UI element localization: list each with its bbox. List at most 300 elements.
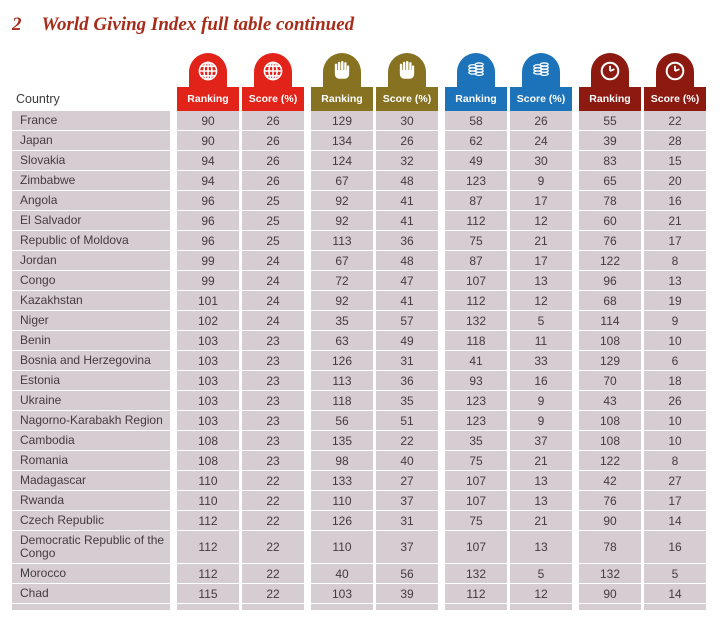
ranking-value-cell: 126 (311, 511, 373, 530)
score-value-cell: 35 (376, 391, 438, 410)
column-gap (170, 371, 177, 390)
column-gap (572, 191, 579, 210)
ranking-value-cell: 123 (445, 171, 507, 190)
column-gap (438, 331, 445, 350)
score-value-cell: 13 (510, 471, 572, 490)
ranking-value-cell: 94 (177, 171, 239, 190)
column-gap (170, 251, 177, 270)
column-gap (572, 411, 579, 430)
score-value-cell: 26 (644, 391, 706, 410)
country-cell: Japan (12, 131, 170, 150)
ranking-value-cell: 110 (311, 491, 373, 510)
score-value-cell: 8 (644, 451, 706, 470)
score-value-cell: 17 (644, 491, 706, 510)
column-gap (170, 171, 177, 190)
table-row (12, 231, 706, 250)
table-row (12, 251, 706, 270)
column-gap (572, 211, 579, 230)
table-row (12, 584, 706, 603)
column-gap (438, 271, 445, 290)
table-row (12, 131, 706, 150)
table-row (12, 151, 706, 170)
score-value-cell: 22 (242, 511, 304, 530)
score-column-header (644, 53, 706, 111)
country-cell: Kazakhstan (12, 291, 170, 310)
column-gap (572, 491, 579, 510)
ranking-value-cell: 102 (177, 311, 239, 330)
ranking-value-cell: 118 (445, 331, 507, 350)
table-header-row (12, 53, 706, 111)
column-gap (438, 291, 445, 310)
score-value-cell: 25 (242, 231, 304, 250)
score-value-cell: 25 (242, 191, 304, 210)
score-value-cell: 23 (242, 431, 304, 450)
ranking-value-cell: 103 (177, 371, 239, 390)
column-gap (304, 291, 311, 310)
score-value-cell: 28 (644, 131, 706, 150)
column-gap (438, 604, 445, 610)
ranking-value-cell: 112 (445, 291, 507, 310)
score-value-cell: 13 (510, 531, 572, 563)
country-cell: Estonia (12, 371, 170, 390)
score-value-cell: 41 (376, 191, 438, 210)
ranking-value-cell: 129 (311, 111, 373, 130)
ranking-value-cell: 75 (445, 231, 507, 250)
score-value-cell: 23 (242, 351, 304, 370)
ranking-value-cell: 112 (445, 584, 507, 603)
ranking-header-label: Ranking (311, 87, 373, 111)
ranking-value-cell: 40 (311, 564, 373, 583)
column-gap (170, 491, 177, 510)
score-value-cell: 10 (644, 331, 706, 350)
score-value-cell: 12 (510, 211, 572, 230)
score-value-cell: 40 (376, 451, 438, 470)
ranking-value-cell: 129 (579, 351, 641, 370)
ranking-value-cell: 35 (445, 431, 507, 450)
column-gap (438, 451, 445, 470)
ranking-value-cell: 70 (579, 371, 641, 390)
country-cell: El Salvador (12, 211, 170, 230)
column-gap (438, 391, 445, 410)
table-row (12, 431, 706, 450)
column-gap (438, 251, 445, 270)
column-gap (170, 564, 177, 583)
ranking-value-cell: 110 (311, 531, 373, 563)
column-gap (572, 431, 579, 450)
score-column-header (510, 53, 572, 111)
ranking-value-cell: 110 (177, 491, 239, 510)
column-gap (170, 604, 177, 610)
table-row (12, 291, 706, 310)
score-value-cell: 26 (510, 111, 572, 130)
column-gap (572, 171, 579, 190)
column-gap (304, 531, 311, 563)
score-value-cell (242, 604, 304, 610)
column-gap (304, 584, 311, 603)
score-value-cell: 13 (510, 491, 572, 510)
column-gap (170, 331, 177, 350)
ranking-value-cell: 113 (311, 371, 373, 390)
score-value-cell: 14 (644, 584, 706, 603)
ranking-value-cell: 96 (579, 271, 641, 290)
table-row (12, 564, 706, 583)
column-gap (572, 451, 579, 470)
column-gap (572, 251, 579, 270)
score-value-cell: 22 (644, 111, 706, 130)
ranking-value-cell: 35 (311, 311, 373, 330)
ranking-value-cell (177, 604, 239, 610)
ranking-value-cell: 87 (445, 191, 507, 210)
ranking-value-cell: 67 (311, 171, 373, 190)
country-cell: Benin (12, 331, 170, 350)
ranking-value-cell: 58 (445, 111, 507, 130)
column-gap (572, 331, 579, 350)
score-value-cell: 33 (510, 351, 572, 370)
ranking-value-cell: 122 (579, 451, 641, 470)
column-gap (170, 131, 177, 150)
ranking-value-cell: 99 (177, 271, 239, 290)
score-value-cell: 32 (376, 151, 438, 170)
score-value-cell: 21 (644, 211, 706, 230)
score-value-cell: 5 (510, 311, 572, 330)
score-value-cell: 37 (510, 431, 572, 450)
score-value-cell: 5 (644, 564, 706, 583)
ranking-value-cell: 98 (311, 451, 373, 470)
column-gap (170, 511, 177, 530)
ranking-value-cell: 78 (579, 531, 641, 563)
column-gap (572, 391, 579, 410)
column-gap (304, 251, 311, 270)
column-gap (304, 171, 311, 190)
ranking-value-cell: 56 (311, 411, 373, 430)
column-gap (572, 291, 579, 310)
column-gap (572, 584, 579, 603)
country-cell: Zimbabwe (12, 171, 170, 190)
table-row (12, 511, 706, 530)
table-row (12, 191, 706, 210)
score-value-cell: 22 (376, 431, 438, 450)
score-value-cell: 21 (510, 511, 572, 530)
score-value-cell: 8 (644, 251, 706, 270)
score-value-cell: 9 (510, 171, 572, 190)
page-title-text: World Giving Index full table continued (41, 14, 355, 35)
table-row (12, 411, 706, 430)
ranking-column-header (579, 53, 641, 111)
table-row (12, 311, 706, 330)
column-gap (304, 451, 311, 470)
page-title (12, 14, 720, 36)
score-value-cell: 26 (242, 151, 304, 170)
column-gap (438, 311, 445, 330)
report-page (0, 14, 720, 610)
column-gap (170, 471, 177, 490)
column-gap (438, 151, 445, 170)
column-gap (572, 131, 579, 150)
ranking-value-cell: 78 (579, 191, 641, 210)
ranking-value-cell: 75 (445, 451, 507, 470)
score-value-cell: 23 (242, 371, 304, 390)
score-value-cell: 27 (376, 471, 438, 490)
ranking-value-cell: 107 (445, 271, 507, 290)
score-value-cell: 25 (242, 211, 304, 230)
column-gap (170, 531, 177, 563)
score-value-cell: 30 (376, 111, 438, 130)
score-value-cell: 23 (242, 411, 304, 430)
score-header-label: Score (%) (644, 87, 706, 111)
country-cell: Rwanda (12, 491, 170, 510)
column-gap (304, 371, 311, 390)
score-value-cell (376, 604, 438, 610)
country-cell: Niger (12, 311, 170, 330)
score-value-cell: 41 (376, 291, 438, 310)
column-gap (572, 564, 579, 583)
ranking-value-cell: 83 (579, 151, 641, 170)
score-value-cell: 18 (644, 371, 706, 390)
column-gap (170, 411, 177, 430)
ranking-value-cell: 108 (177, 451, 239, 470)
score-value-cell: 20 (644, 171, 706, 190)
score-value-cell: 23 (242, 331, 304, 350)
score-value-cell: 51 (376, 411, 438, 430)
ranking-value-cell: 134 (311, 131, 373, 150)
score-value-cell: 30 (510, 151, 572, 170)
country-cell: Nagorno-Karabakh Region (12, 411, 170, 430)
column-gap (304, 271, 311, 290)
score-value-cell: 36 (376, 231, 438, 250)
column-gap (438, 211, 445, 230)
column-gap (304, 431, 311, 450)
ranking-header-label: Ranking (579, 87, 641, 111)
ranking-value-cell: 107 (445, 531, 507, 563)
ranking-header-label: Ranking (177, 87, 239, 111)
score-value-cell: 37 (376, 491, 438, 510)
score-value-cell: 26 (242, 171, 304, 190)
score-value-cell: 9 (510, 391, 572, 410)
table-row (12, 171, 706, 190)
column-gap (304, 471, 311, 490)
column-gap (438, 511, 445, 530)
score-value-cell: 24 (242, 251, 304, 270)
table-row (12, 531, 706, 563)
ranking-value-cell: 114 (579, 311, 641, 330)
column-gap (304, 311, 311, 330)
column-gap (438, 564, 445, 583)
ranking-header-label: Ranking (445, 87, 507, 111)
score-value-cell: 19 (644, 291, 706, 310)
ranking-value-cell: 123 (445, 391, 507, 410)
column-gap (572, 111, 579, 130)
ranking-value-cell: 96 (177, 191, 239, 210)
score-value-cell: 22 (242, 564, 304, 583)
column-gap (438, 531, 445, 563)
column-gap (304, 331, 311, 350)
score-value-cell: 56 (376, 564, 438, 583)
table-row (12, 491, 706, 510)
score-value-cell: 27 (644, 471, 706, 490)
score-value-cell: 14 (644, 511, 706, 530)
column-gap (438, 431, 445, 450)
score-value-cell: 23 (242, 451, 304, 470)
score-value-cell: 26 (376, 131, 438, 150)
country-cell: Bosnia and Herzegovina (12, 351, 170, 370)
column-gap (572, 371, 579, 390)
score-value-cell: 17 (510, 191, 572, 210)
column-gap (170, 271, 177, 290)
country-cell: Republic of Moldova (12, 231, 170, 250)
ranking-value-cell: 90 (177, 111, 239, 130)
ranking-value-cell: 96 (177, 211, 239, 230)
ranking-value-cell (311, 604, 373, 610)
ranking-value-cell: 42 (579, 471, 641, 490)
column-gap (304, 111, 311, 130)
ranking-value-cell: 90 (579, 584, 641, 603)
ranking-value-cell: 108 (579, 331, 641, 350)
ranking-value-cell: 94 (177, 151, 239, 170)
column-gap (304, 151, 311, 170)
ranking-value-cell: 132 (445, 311, 507, 330)
ranking-value-cell: 87 (445, 251, 507, 270)
column-gap (438, 131, 445, 150)
country-cell: Cambodia (12, 431, 170, 450)
ranking-value-cell: 103 (177, 411, 239, 430)
score-value-cell: 11 (510, 331, 572, 350)
ranking-value-cell: 103 (177, 391, 239, 410)
ranking-value-cell (579, 604, 641, 610)
score-header-label: Score (%) (376, 87, 438, 111)
ranking-value-cell: 118 (311, 391, 373, 410)
score-value-cell: 17 (510, 251, 572, 270)
column-gap (304, 391, 311, 410)
ranking-value-cell: 67 (311, 251, 373, 270)
ranking-value-cell: 49 (445, 151, 507, 170)
score-value-cell: 10 (644, 411, 706, 430)
country-cell: Morocco (12, 564, 170, 583)
ranking-value-cell: 110 (177, 471, 239, 490)
score-value-cell: 17 (644, 231, 706, 250)
ranking-value-cell: 124 (311, 151, 373, 170)
score-value-cell: 6 (644, 351, 706, 370)
table-row (12, 391, 706, 410)
column-gap (170, 451, 177, 470)
column-gap (438, 411, 445, 430)
score-value-cell: 22 (242, 584, 304, 603)
ranking-value-cell: 92 (311, 191, 373, 210)
country-cell: Slovakia (12, 151, 170, 170)
column-gap (438, 491, 445, 510)
score-value-cell: 21 (510, 451, 572, 470)
ranking-value-cell: 62 (445, 131, 507, 150)
table-row (12, 211, 706, 230)
ranking-value-cell: 103 (311, 584, 373, 603)
country-cell: Romania (12, 451, 170, 470)
ranking-value-cell: 123 (445, 411, 507, 430)
ranking-value-cell: 132 (445, 564, 507, 583)
ranking-value-cell: 115 (177, 584, 239, 603)
column-gap (304, 211, 311, 230)
table-body (12, 111, 706, 610)
score-value-cell: 10 (644, 431, 706, 450)
ranking-column-header (311, 53, 373, 111)
score-column-header (242, 53, 304, 111)
score-value-cell: 22 (242, 471, 304, 490)
score-value-cell: 47 (376, 271, 438, 290)
country-cell: Chad (12, 584, 170, 603)
ranking-value-cell: 99 (177, 251, 239, 270)
ranking-value-cell: 43 (579, 391, 641, 410)
figure-number: 2 (12, 14, 22, 35)
column-gap (304, 351, 311, 370)
column-gap (170, 191, 177, 210)
column-gap (438, 191, 445, 210)
column-gap (572, 604, 579, 610)
table-row (12, 271, 706, 290)
country-cell: Jordan (12, 251, 170, 270)
ranking-value-cell: 112 (445, 211, 507, 230)
column-gap (170, 291, 177, 310)
column-gap (170, 211, 177, 230)
table-row (12, 351, 706, 370)
ranking-value-cell: 112 (177, 531, 239, 563)
ranking-value-cell: 133 (311, 471, 373, 490)
score-value-cell: 26 (242, 131, 304, 150)
score-value-cell: 9 (510, 411, 572, 430)
country-cell: Angola (12, 191, 170, 210)
column-gap (304, 131, 311, 150)
table-row (12, 471, 706, 490)
score-value-cell: 13 (644, 271, 706, 290)
score-header-label: Score (%) (510, 87, 572, 111)
column-gap (170, 311, 177, 330)
table-row (12, 331, 706, 350)
ranking-value-cell: 76 (579, 491, 641, 510)
score-value-cell: 39 (376, 584, 438, 603)
ranking-value-cell: 103 (177, 331, 239, 350)
country-cell: Czech Republic (12, 511, 170, 530)
score-value-cell: 57 (376, 311, 438, 330)
table-row (12, 371, 706, 390)
score-value-cell: 31 (376, 511, 438, 530)
column-gap (170, 391, 177, 410)
column-gap (572, 231, 579, 250)
column-gap (304, 511, 311, 530)
column-gap (304, 491, 311, 510)
column-gap (304, 411, 311, 430)
country-cell (12, 604, 170, 610)
score-value-cell: 31 (376, 351, 438, 370)
ranking-value-cell: 75 (445, 511, 507, 530)
score-value-cell: 16 (510, 371, 572, 390)
column-gap (572, 151, 579, 170)
ranking-value-cell: 90 (579, 511, 641, 530)
score-header-label: Score (%) (242, 87, 304, 111)
score-value-cell: 48 (376, 251, 438, 270)
column-gap (438, 111, 445, 130)
ranking-value-cell: 68 (579, 291, 641, 310)
ranking-value-cell (445, 604, 507, 610)
score-value-cell (644, 604, 706, 610)
ranking-value-cell: 132 (579, 564, 641, 583)
table-row (12, 451, 706, 470)
score-value-cell: 24 (242, 311, 304, 330)
partial-next-row (12, 604, 706, 610)
score-value-cell: 9 (644, 311, 706, 330)
ranking-value-cell: 135 (311, 431, 373, 450)
column-gap (572, 531, 579, 563)
column-gap (438, 171, 445, 190)
score-value-cell: 26 (242, 111, 304, 130)
ranking-value-cell: 76 (579, 231, 641, 250)
score-value-cell: 36 (376, 371, 438, 390)
